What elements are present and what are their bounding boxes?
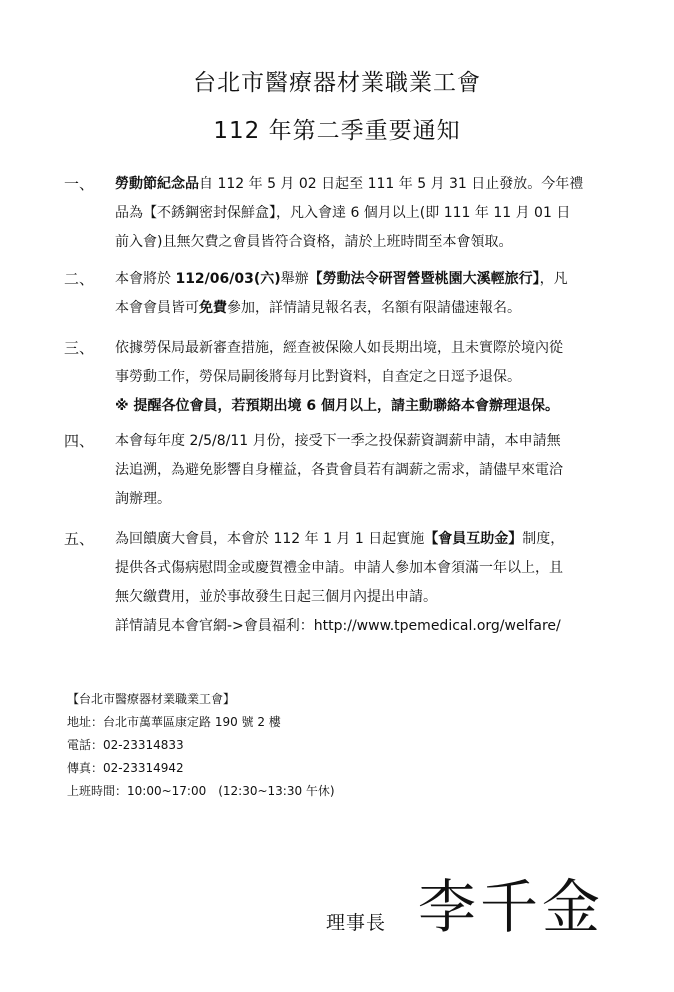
item-line xyxy=(115,525,620,554)
text-segment: 詢辦理。 xyxy=(115,491,171,507)
item-line xyxy=(115,583,620,612)
contact-info xyxy=(67,688,467,803)
footer-fax: 傳真：02-23314942 xyxy=(67,761,184,775)
text-segment: ，凡 xyxy=(539,271,568,287)
bold-text: 免費 xyxy=(199,300,227,316)
text-segment: 舉辦 xyxy=(280,271,309,287)
item-line xyxy=(115,170,620,199)
bold-text: 【會員互助金】 xyxy=(424,531,523,547)
item-line xyxy=(115,456,620,485)
item-line xyxy=(115,265,620,294)
text-segment: 本會每年度 2/5/8/11 月份，接受下一季之投保薪資調薪申請，本申請無 xyxy=(115,433,561,449)
item-number: 一、 xyxy=(64,175,95,193)
footer-hours: 上班時間：10:00~17:00 (12:30~13:30 午休) xyxy=(67,784,335,798)
text-segment: 為回饋廣大會員，本會於 112 年 1 月 1 日起實施 xyxy=(115,531,425,547)
item-line xyxy=(115,228,620,257)
item-line xyxy=(115,199,620,228)
text-segment: 提供各式傷病慰問金或慶賀禮金申請。申請人參加本會須滿一年以上，且 xyxy=(115,560,563,576)
footer-address: 地址：台北市萬華區康定路 190 號 2 樓 xyxy=(67,715,281,729)
item-body xyxy=(115,427,620,514)
item-line xyxy=(115,363,620,392)
text-segment: 品為【不銹鋼密封保鮮盒】，凡入會達 6 個月以上(即 111 年 11 月 01 日 xyxy=(115,205,571,221)
chairman-signature: 李千金 xyxy=(418,873,605,941)
bold-text: 【勞動法令研習營暨桃園大溪輕旅行】 xyxy=(308,271,540,287)
item-line xyxy=(115,392,620,421)
text-segment: 參加，詳情請見報名表，名額有限請儘速報名。 xyxy=(227,300,521,316)
item-body xyxy=(115,525,620,641)
item-body xyxy=(115,265,620,323)
item-line xyxy=(115,554,620,583)
item-line xyxy=(115,334,620,363)
footer-phone: 電話：02-23314833 xyxy=(67,738,184,752)
org-title: 台北市醫療器材業職業工會 xyxy=(193,70,481,96)
notice-title: 112 年第二季重要通知 xyxy=(213,118,461,144)
bold-text: 112/06/03(六) xyxy=(175,271,281,287)
text-segment: 本會將於 xyxy=(115,271,176,287)
item-number: 四、 xyxy=(64,432,95,450)
text-segment: 本會會員皆可 xyxy=(115,300,199,316)
bold-text: ※ 提醒各位會員，若預期出境 6 個月以上，請主動聯絡本會辦理退保。 xyxy=(115,398,559,414)
text-segment: 法追溯，為避免影響自身權益，各貴會員若有調薪之需求，請儘早來電洽 xyxy=(115,462,563,478)
footer-org: 【台北市醫療器材業職業工會】 xyxy=(67,692,236,706)
text-segment: 事勞動工作，勞保局嗣後將每月比對資料，自查定之日逕予退保。 xyxy=(115,369,521,385)
chairman-title: 理事長 xyxy=(326,912,387,934)
text-segment: 制度， xyxy=(522,531,565,547)
item-body xyxy=(115,170,620,257)
item-number: 三、 xyxy=(64,339,95,357)
text-segment: 依據勞保局最新審查措施，經查被保險人如長期出境，且未實際於境內從 xyxy=(115,340,563,356)
bold-text: 勞動節紀念品 xyxy=(115,176,199,192)
item-line xyxy=(115,612,620,641)
item-number: 二、 xyxy=(64,270,95,288)
item-line xyxy=(115,485,620,514)
text-segment: 詳情請見本會官網->會員福利：http://www.tpemedical.org/welfare/ xyxy=(115,618,561,634)
item-line xyxy=(115,294,620,323)
item-body xyxy=(115,334,620,421)
text-segment: 前入會)且無欠費之會員皆符合資格，請於上班時間至本會領取。 xyxy=(115,234,513,250)
item-line xyxy=(115,427,620,456)
text-segment: 自 112 年 5 月 02 日起至 111 年 5 月 31 日止發放。今年禮 xyxy=(199,176,584,192)
item-number: 五、 xyxy=(64,530,95,548)
text-segment: 無欠繳費用，並於事故發生日起三個月內提出申請。 xyxy=(115,589,437,605)
